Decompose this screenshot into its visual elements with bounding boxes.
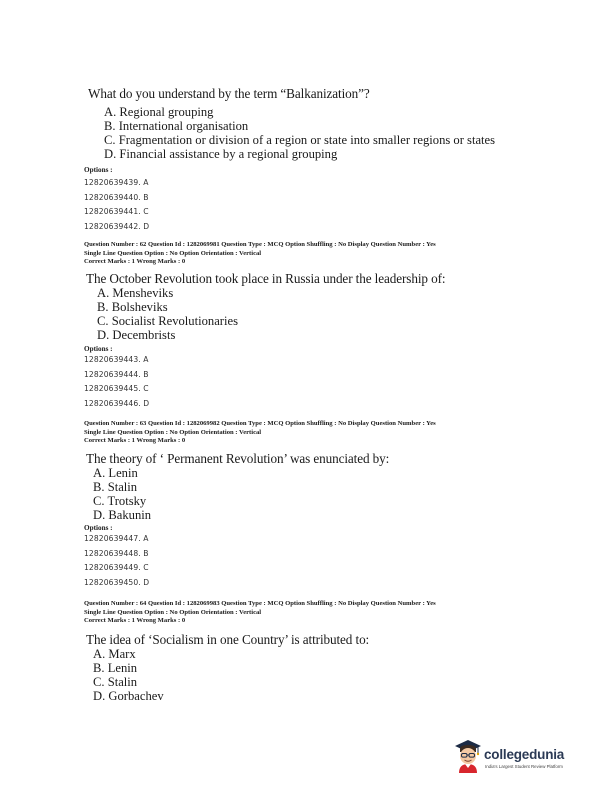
option-d: D. Financial assistance by a regional grouping [104, 147, 338, 161]
option-id-list [84, 176, 149, 234]
option-b: B. Stalin [93, 480, 138, 494]
option-id: 12820639442. D [84, 221, 150, 231]
option-id: 12820639449. C [84, 563, 149, 572]
question-63-meta [84, 420, 436, 446]
student-mascot-icon [454, 739, 482, 773]
meta-line: Single Line Question Option : No Option Orientation : Vertical [84, 608, 262, 616]
option-id: 12820639441. C [84, 207, 149, 216]
collegedunia-logo [454, 739, 574, 775]
question-63-text: The theory of ‘ Permanent Revolution’ was enunciated by: [86, 451, 390, 466]
option-id: 12820639443. A [84, 355, 149, 364]
meta-line: Question Number : 63 Question Id : 1282069982 Question Type : MCQ Option Shuffling : No Display Question Number : Yes [84, 420, 436, 427]
option-id-list [84, 532, 149, 590]
option-c: C. Socialist Revolutionaries [97, 314, 238, 328]
meta-line: Single Line Question Option : No Option Orientation : Vertical [84, 428, 262, 436]
question-62-meta [84, 241, 436, 267]
question-62-options [97, 286, 238, 342]
option-c: C. Stalin [93, 675, 138, 689]
option-id: 12820639444. B [84, 369, 149, 379]
option-id: 12820639447. A [84, 534, 149, 543]
option-b: B. International organisation [104, 119, 249, 133]
brand-name: collegedunia [484, 747, 565, 762]
brand-tagline: India's Largest Student Review Platform [485, 764, 563, 769]
question-62-text: The October Revolution took place in Russia under the leadership of: [86, 271, 446, 286]
option-id: 12820639448. B [84, 548, 149, 558]
options-label: Options : [84, 524, 113, 532]
option-id: 12820639439. A [84, 178, 149, 187]
question-61-text: What do you understand by the term “Balkanization”? [88, 86, 370, 101]
question-64-text: The idea of ‘Socialism in one Country’ is attributed to: [86, 632, 370, 647]
meta-line: Correct Marks : 1 Wrong Marks : 0 [84, 617, 186, 624]
question-61-options [104, 105, 495, 161]
option-a: A. Marx [93, 647, 136, 661]
meta-line: Single Line Question Option : No Option Orientation : Vertical [84, 249, 262, 257]
option-id: 12820639446. D [84, 398, 150, 408]
meta-line: Question Number : 64 Question Id : 1282069983 Question Type : MCQ Option Shuffling : No Display Question Number : Yes [84, 600, 436, 607]
option-id: 12820639440. B [84, 192, 149, 202]
option-b: B. Lenin [93, 661, 138, 675]
meta-line: Correct Marks : 1 Wrong Marks : 0 [84, 437, 186, 444]
options-label: Options : [84, 166, 113, 174]
question-64-meta [84, 600, 436, 626]
option-c: C. Fragmentation or division of a region or state into smaller regions or states [104, 133, 496, 147]
option-id: 12820639450. D [84, 577, 150, 587]
option-a: A. Lenin [93, 466, 138, 480]
option-a: A. Mensheviks [97, 286, 174, 300]
meta-line: Correct Marks : 1 Wrong Marks : 0 [84, 258, 186, 265]
option-d: D. Bakunin [93, 508, 152, 522]
option-id: 12820639445. C [84, 384, 149, 393]
options-label: Options : [84, 345, 113, 353]
option-a: A. Regional grouping [104, 105, 214, 119]
meta-line: Question Number : 62 Question Id : 1282069981 Question Type : MCQ Option Shuffling : No Display Question Number : Yes [84, 241, 436, 248]
option-id-list [84, 353, 149, 411]
option-c: C. Trotsky [93, 494, 147, 508]
option-b: B. Bolsheviks [97, 300, 168, 314]
question-63-options [93, 466, 151, 522]
option-d: D. Decembrists [97, 328, 176, 342]
option-d: D. Gorbachev [93, 689, 164, 703]
question-64-options [93, 647, 164, 703]
